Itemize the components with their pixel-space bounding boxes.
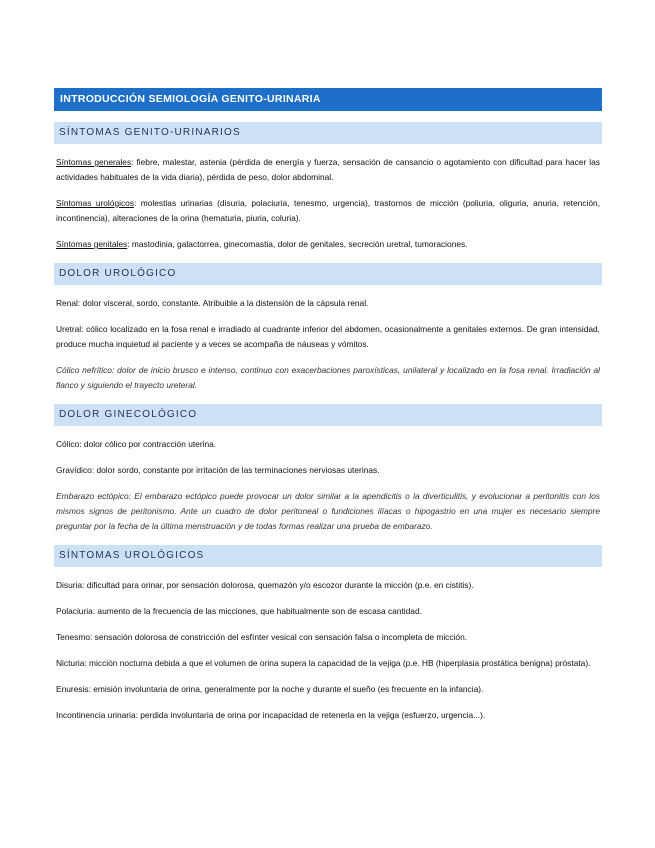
term-text: : fiebre, malestar, astenia (pérdida de energía y fuerza, sensación de cansancio o agotamiento con dificultad para hacer las actividades habituales de la vida diaria), pérdida de peso, dolor abdominal. <box>56 157 600 182</box>
paragraph-urinary-incontinence: Incontinencia urinaria: perdida involuntaria de orina por incapacidad de retenerla en la vejiga (esfuerzo, urgencia...). <box>56 710 486 720</box>
paragraph-gravidic-pain: Gravídico: dolor sordo, constante por irritación de las terminaciones nerviosas uterinas. <box>56 465 380 475</box>
term-label: Síntomas generales <box>56 157 132 167</box>
paragraph-enuresis: Enuresis: emisión involuntaria de orina, generalmente por la noche y durante el sueño (es frecuente en la infancia). <box>56 684 484 694</box>
paragraph-tenesmus: Tenesmo: sensación dolorosa de constricción del esfínter vesical con sensación falsa o incompleta de micción. <box>56 632 468 642</box>
paragraph-dysuria: Disuria: dificultad para orinar, por sensación dolorosa, quemazón y/o escozor durante la micción (p.e. en cistitis). <box>56 580 474 590</box>
term-text: : molestias urinarias (disuria, polaciuria, tenesmo, urgencia), trastornos de micción (poliuria, oliguria, anuria, retención, incontinencia), alteraciones de la orina (hematuria, piuria, coluria). <box>56 198 600 223</box>
section-heading-genitourinary-symptoms: SÍNTOMAS GENITO-URINARIOS <box>54 122 602 144</box>
paragraph-colic-pain: Cólico: dolor cólico por contracción uterina. <box>56 439 217 449</box>
term-text: : mastodinia, galactorrea, ginecomastia, dolor de genitales, secreción uretral, tumoraciones. <box>127 239 468 249</box>
term-label: Síntomas urológicos <box>56 198 134 208</box>
paragraph-ectopic-pregnancy-note: Embarazo ectópico: El embarazo ectópico puede provocar un dolor similar a la apendicitis o la diverticulitis, y evolucionar a peritonitis con los mismos signos de peritonismo. Ante un cuadro de dolor peritoneal o fundiciones ilíacas o hipogastrio en una mujer es necesario siempre preguntar por la fecha de la última menstruación y de todas formas realizar una prueba de embarazo. <box>56 491 600 531</box>
section-heading-urological-symptoms: SÍNTOMAS UROLÓGICOS <box>54 545 602 567</box>
paragraph-polyuria-frequency: Polaciuria: aumento de la frecuencia de las micciones, que habitualmente son de escasa cantidad. <box>56 606 422 616</box>
paragraph-genital-symptoms <box>54 237 602 252</box>
section-heading-gynecological-pain: DOLOR GINECOLÓGICO <box>54 404 602 426</box>
term-label: Síntomas genitales <box>56 239 128 249</box>
paragraph-general-symptoms <box>54 155 602 185</box>
paragraph-renal-pain: Renal: dolor visceral, sordo, constante. Atribuible a la distensión de la cápsula renal. <box>56 298 369 308</box>
paragraph-ureteral-pain: Uretral: cólico localizado en la fosa renal e irradiado al cuadrante inferior del abdomen, ocasionalmente a genitales externos. De gran intensidad, produce mucha inquietud al paciente y a veces se acompaña de náuseas y vómitos. <box>56 324 600 349</box>
document-title: INTRODUCCIÓN SEMIOLOGÍA GENITO-URINARIA <box>54 88 602 111</box>
section-heading-urological-pain: DOLOR UROLÓGICO <box>54 263 602 285</box>
paragraph-nocturia: Nicturia: micción nocturna debida a que el volumen de orina supera la capacidad de la vejiga (p.e. HB (hiperplasia prostática benigna) próstata). <box>56 658 591 668</box>
paragraph-renal-colic-note: Cólico nefrítico: dolor de inicio brusco e intenso, continuo con exacerbaciones paroxísticas, unilateral y localizado en la fosa renal. Irradiación al flanco y siguiendo el trayecto ureteral. <box>56 365 600 390</box>
paragraph-urological-symptoms <box>54 196 602 226</box>
document-content <box>54 88 602 734</box>
